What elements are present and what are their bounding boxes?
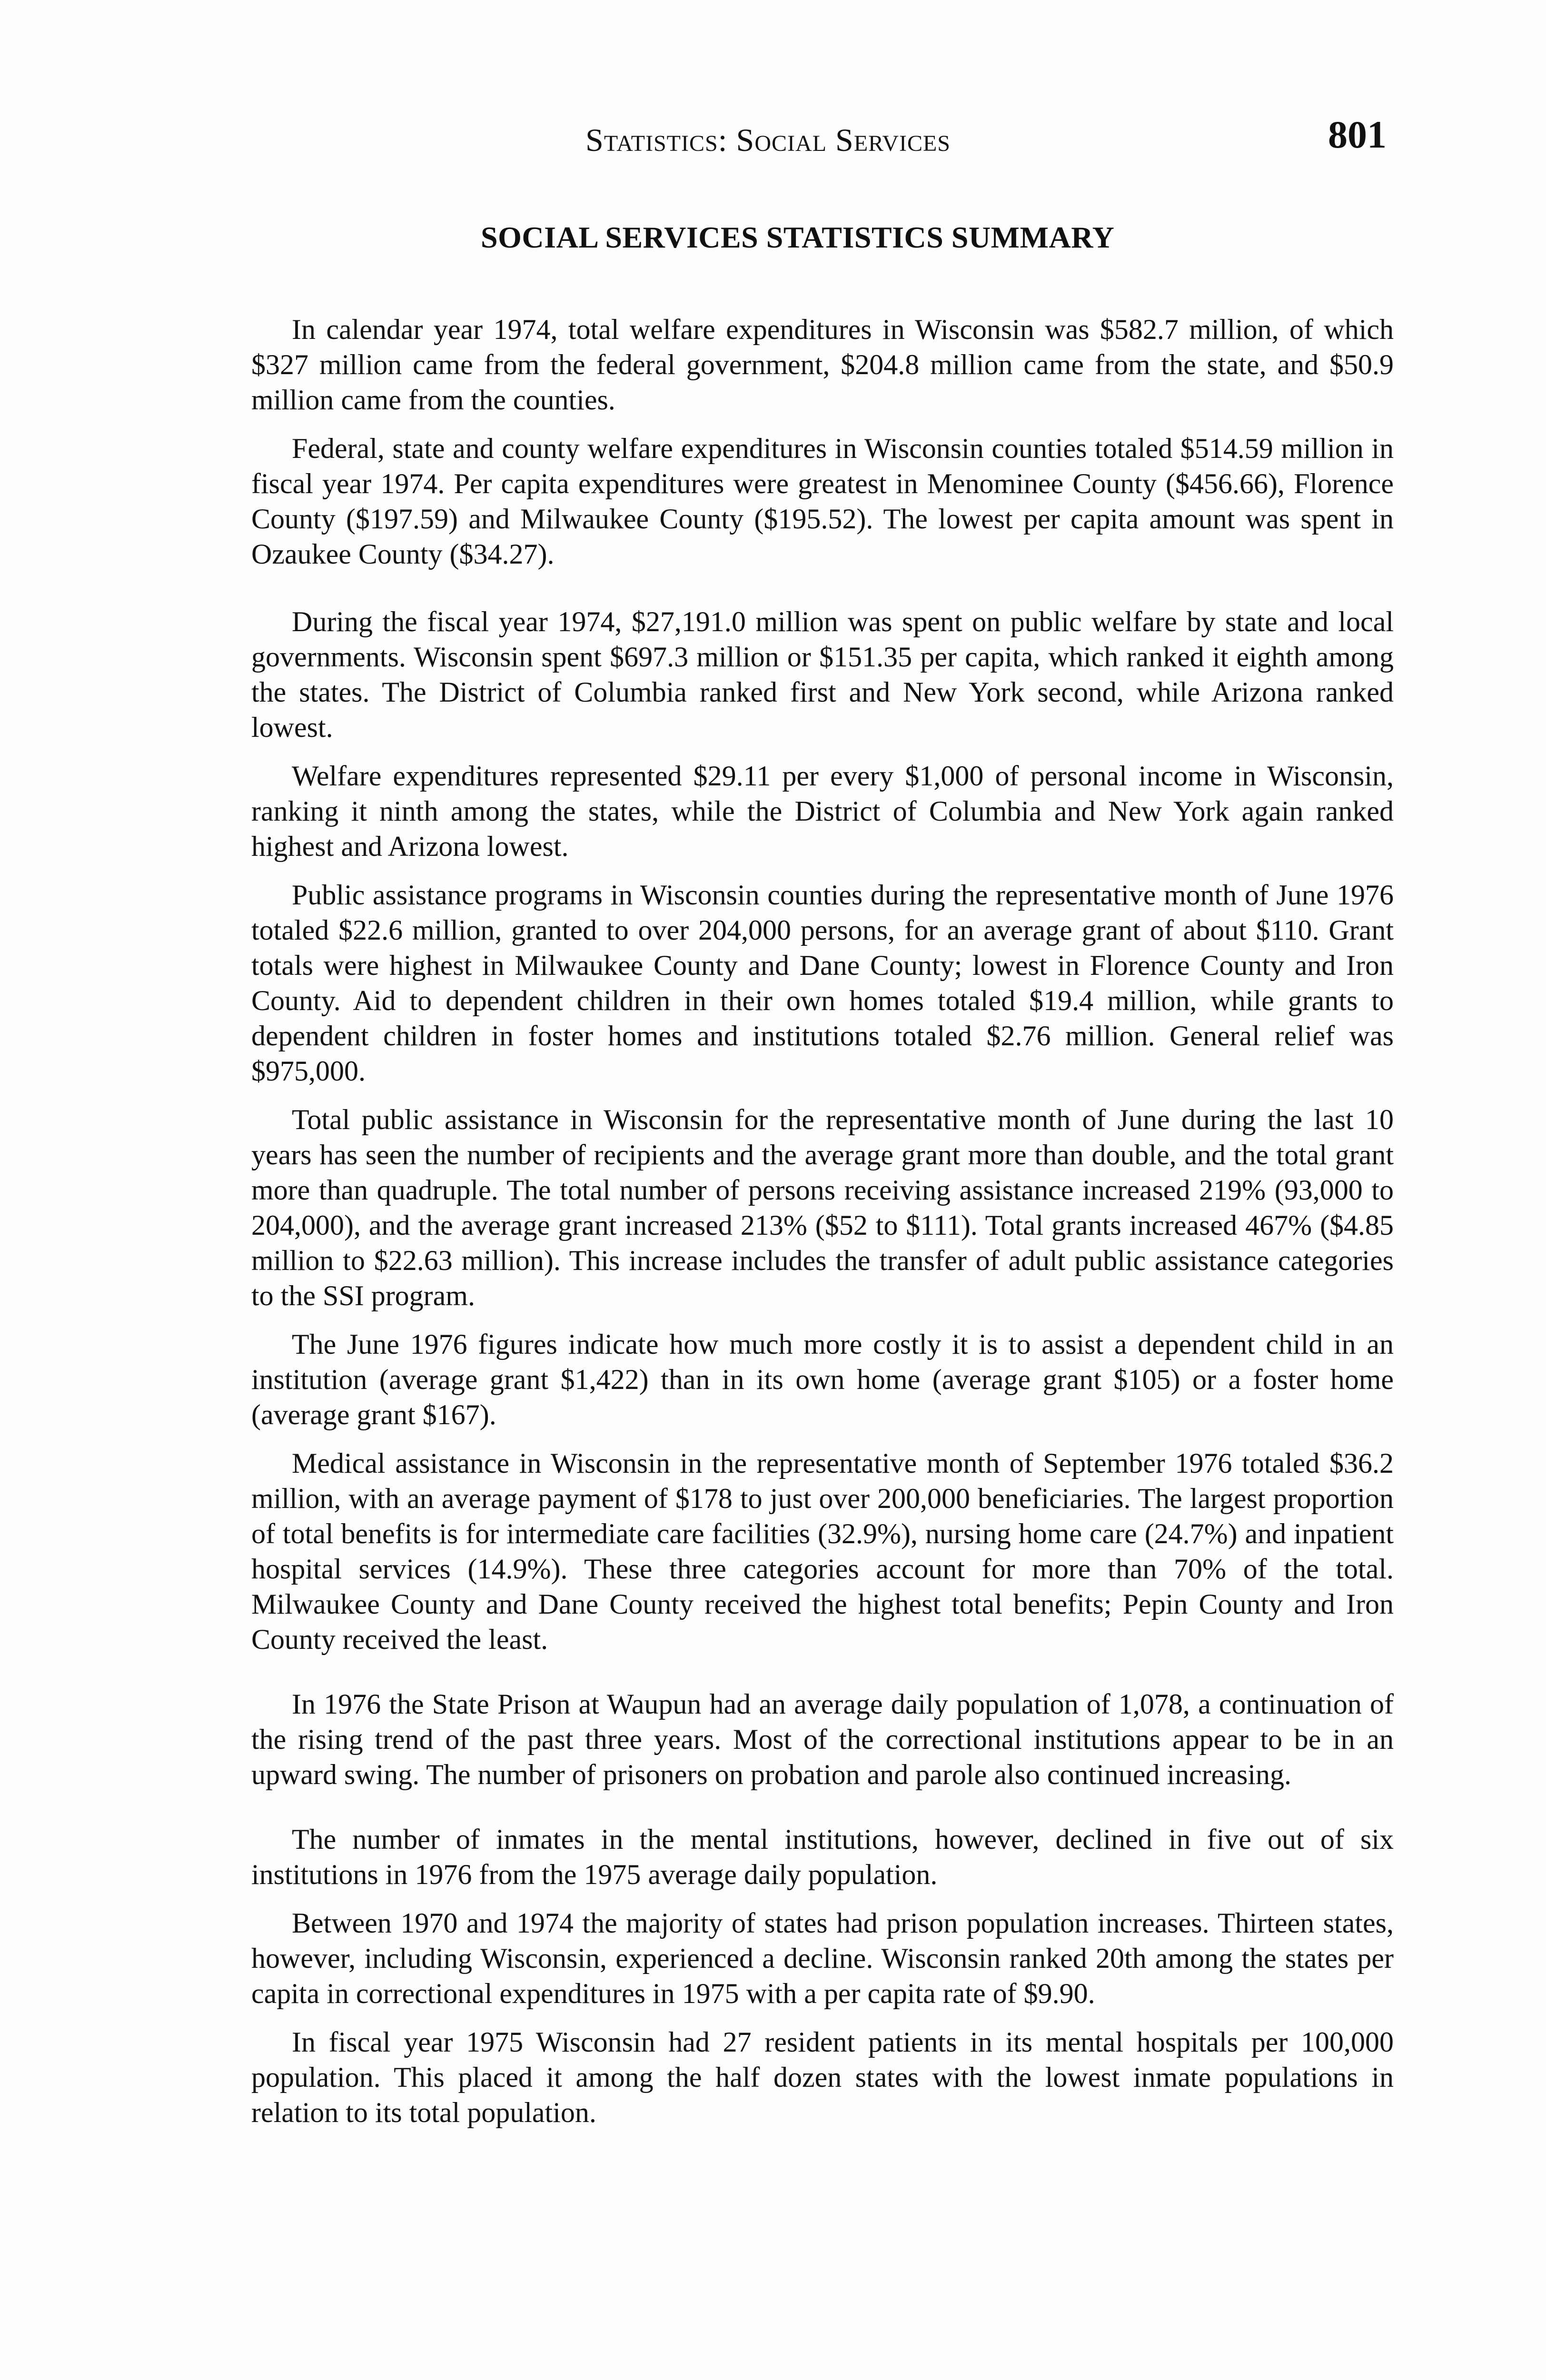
page-title: SOCIAL SERVICES STATISTICS SUMMARY — [481, 220, 1115, 254]
paragraph-mental-hospital-patients: In fiscal year 1975 Wisconsin had 27 resident patients in its mental hospitals per 100,000 population. This placed it among the half dozen states with the lowest inmate populations in relation to its total population. — [251, 2026, 1394, 2128]
body-text — [251, 312, 1394, 2130]
paragraph-dependent-child-costs: The June 1976 figures indicate how much more costly it is to assist a dependent child in an institution (average grant $1,422) than in its own home (average grant $105) or a foster home (average grant $167). — [251, 1329, 1394, 1430]
paragraph-county-welfare-expenditures: Federal, state and county welfare expenditures in Wisconsin counties totaled $514.59 million in fiscal year 1974. Per capita expenditures were greatest in Menominee County ($456.66), Florence County ($197.59) and Milwaukee County ($195.52). The lowest per capita amount was spent in Ozaukee County ($34.27). — [251, 433, 1394, 570]
paragraph-welfare-per-income: Welfare expenditures represented $29.11 per every $1,000 of personal income in Wisconsin, ranking it ninth among the states, while the District of Columbia and New York again ranked highest and Arizona lowest. — [251, 760, 1394, 862]
page-number: 801 — [1328, 113, 1387, 156]
paragraph-mental-institutions: The number of inmates in the mental institutions, however, declined in five out of six institutions in 1976 from the 1975 average daily population. — [251, 1824, 1394, 1890]
paragraph-national-welfare-spending: During the fiscal year 1974, $27,191.0 million was spent on public welfare by state and local governments. Wisconsin spent $697.3 million or $151.35 per capita, which ranked it eighth among the states. The District of Columbia ranked first and New York second, while Arizona ranked lowest. — [251, 606, 1394, 743]
paragraph-state-prison-waupun: In 1976 the State Prison at Waupun had an average daily population of 1,078, a continuation of the rising trend of the past three years. Most of the correctional institutions appear to be in an upward swing. The number of prisoners on probation and parole also continued increasing. — [251, 1688, 1394, 1790]
paragraph-public-assistance-trend: Total public assistance in Wisconsin for the representative month of June during the last 10 years has seen the number of recipients and the average grant more than double, and the total grant more than quadruple. The total number of persons receiving assistance increased 219% (93,000 to 204,000), and the average grant increased 213% ($52 to $111). Total grants increased 467% ($4.85 million to $22.63 million). This increase includes the transfer of adult public assistance categories to the SSI program. — [251, 1104, 1394, 1311]
paragraph-prison-population-states: Between 1970 and 1974 the majority of states had prison population increases. Thirteen states, however, including Wisconsin, experienced a decline. Wisconsin ranked 20th among the states per capita in correctional expenditures in 1975 with a per capita rate of $9.90. — [251, 1907, 1394, 2009]
paragraph-welfare-expenditures-1974: In calendar year 1974, total welfare expenditures in Wisconsin was $582.7 million, of which $327 million came from the federal government, $204.8 million came from the state, and $50.9 million came from the counties. — [251, 314, 1394, 416]
paragraph-medical-assistance: Medical assistance in Wisconsin in the representative month of September 1976 totaled $36.2 million, with an average payment of $178 to just over 200,000 beneficiaries. The largest proportion of total benefits is for intermediate care facilities (32.9%), nursing home care (24.7%) and inpatient hospital services (14.9%). These three categories account for more than 70% of the total. Milwaukee County and Dane County received the highest total benefits; Pepin County and Iron County received the least. — [251, 1448, 1394, 1655]
running-head: Statistics: Social Services — [585, 122, 951, 158]
paragraph-public-assistance-june-1976: Public assistance programs in Wisconsin counties during the representative month of June 1976 totaled $22.6 million, granted to over 204,000 persons, for an average grant of about $110. Grant totals were highest in Milwaukee County and Dane County; lowest in Florence County and Iron County. Aid to dependent children in their own homes totaled $19.4 million, while grants to dependent children in foster homes and institutions totaled $2.76 million. General relief was $975,000. — [251, 879, 1394, 1087]
